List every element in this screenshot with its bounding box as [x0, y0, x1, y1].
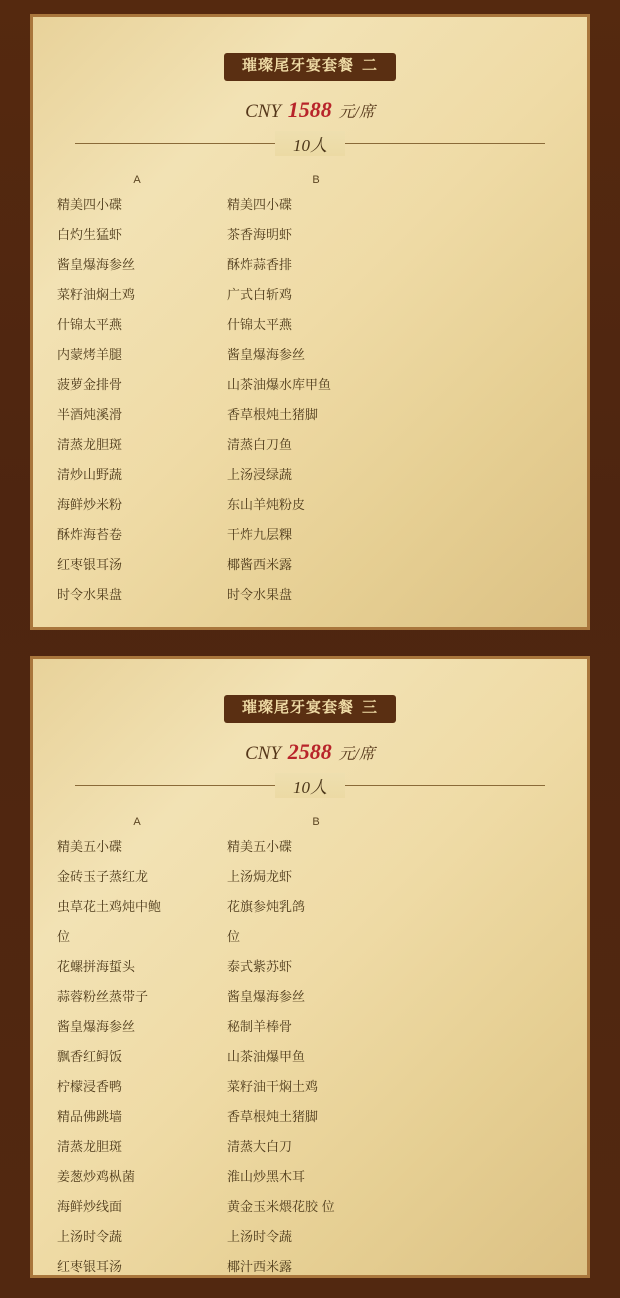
dish-b: 香草根炖土猪脚: [227, 1108, 319, 1124]
dish-a: 蒜蓉粉丝蒸带子: [57, 988, 149, 1004]
dish-a: 红枣银耳汤: [57, 556, 123, 572]
dish-a: 海鲜炒米粉: [57, 496, 123, 512]
dish-a: 酥炸海苔卷: [57, 526, 123, 542]
dish-b: 精美五小碟: [227, 838, 293, 854]
dish-a: 飘香红鲟饭: [57, 1048, 123, 1064]
dish-a: 白灼生猛虾: [57, 226, 123, 242]
dish-b: 黄金玉米煨花胶 位: [227, 1198, 335, 1214]
dish-b: 花旗参炖乳鸽: [227, 898, 306, 914]
column-headers: [47, 174, 573, 186]
package-title-badge: [224, 53, 396, 81]
dish-a: 红枣银耳汤: [57, 1258, 123, 1274]
dish-b: 广式白斩鸡: [227, 286, 293, 302]
dish-a: 时令水果盘: [57, 586, 123, 602]
dish-b: 位: [227, 928, 241, 944]
package-title-text: 璀璨尾牙宴套餐: [241, 57, 354, 74]
table-row: [53, 1016, 573, 1046]
table-row: [53, 224, 573, 254]
dish-b: 椰酱西米露: [227, 556, 293, 572]
pax-wrap: [47, 773, 573, 798]
pax-mask: [275, 131, 345, 156]
dish-b: 东山羊炖粉皮: [227, 496, 306, 512]
table-row: [53, 1256, 573, 1279]
table-row: [53, 434, 573, 464]
column-header-b: B: [312, 173, 320, 186]
price-unit: 元/席: [338, 103, 375, 121]
dish-b: 山茶油爆甲鱼: [227, 1048, 306, 1064]
dish-a: 菠萝金排骨: [57, 376, 123, 392]
package-title-wrap: [47, 53, 573, 81]
table-row: [53, 926, 573, 956]
table-row: [53, 1196, 573, 1226]
column-header-a: A: [133, 815, 141, 828]
package-number: 三: [362, 699, 379, 716]
table-row: [53, 1046, 573, 1076]
dish-a: 什锦太平燕: [57, 316, 123, 332]
table-row: [53, 554, 573, 584]
pax-count: 10人: [293, 135, 327, 155]
price-line: [47, 97, 573, 123]
dish-b: 酱皇爆海参丝: [227, 346, 306, 362]
table-row: [53, 344, 573, 374]
dish-b: 菜籽油干焖土鸡: [227, 1078, 319, 1094]
price-amount: 1588: [287, 96, 332, 122]
dish-b: 酥炸蒜香排: [227, 256, 293, 272]
table-row: [53, 1076, 573, 1106]
package-card-2: [30, 14, 590, 630]
dish-rows: [47, 836, 573, 1279]
dish-a: 柠檬浸香鸭: [57, 1078, 123, 1094]
table-row: [53, 314, 573, 344]
table-row: [53, 584, 573, 614]
table-row: [53, 956, 573, 986]
column-header-a: A: [133, 173, 141, 186]
dish-b: 上汤浸绿蔬: [227, 466, 293, 482]
dish-a: 位: [57, 928, 71, 944]
table-row: [53, 986, 573, 1016]
dish-a: 酱皇爆海参丝: [57, 256, 136, 272]
column-header-b: B: [312, 815, 320, 828]
currency-label: CNY: [245, 100, 281, 122]
table-row: [53, 866, 573, 896]
dish-a: 精品佛跳墙: [57, 1108, 123, 1124]
pax-wrap: [47, 131, 573, 156]
dish-a: 菜籽油焖土鸡: [57, 286, 136, 302]
dish-a: 姜葱炒鸡枞菌: [57, 1168, 136, 1184]
pax-mask: [275, 773, 345, 798]
price-unit: 元/席: [338, 745, 375, 763]
table-row: [53, 284, 573, 314]
dish-a: 海鲜炒线面: [57, 1198, 123, 1214]
dish-b: 泰式紫苏虾: [227, 958, 293, 974]
table-row: [53, 374, 573, 404]
package-title-text: 璀璨尾牙宴套餐: [241, 699, 354, 716]
price-amount: 2588: [287, 738, 332, 764]
dish-a: 清蒸龙胆斑: [57, 1138, 123, 1154]
table-row: [53, 404, 573, 434]
currency-label: CNY: [245, 742, 281, 764]
table-row: [53, 1226, 573, 1256]
column-headers: [47, 816, 573, 828]
dish-b: 什锦太平燕: [227, 316, 293, 332]
table-row: [53, 896, 573, 926]
dish-a: 清蒸龙胆斑: [57, 436, 123, 452]
dish-b: 椰汁西米露: [227, 1258, 293, 1274]
dish-b: 秘制羊棒骨: [227, 1018, 293, 1034]
dish-a: 半酒炖溪滑: [57, 406, 123, 422]
table-row: [53, 836, 573, 866]
table-row: [53, 524, 573, 554]
dish-b: 淮山炒黑木耳: [227, 1168, 306, 1184]
table-row: [53, 1166, 573, 1196]
dish-b: 清蒸大白刀: [227, 1138, 293, 1154]
package-number: 二: [362, 57, 379, 74]
dish-b: 山茶油爆水库甲鱼: [227, 376, 332, 392]
dish-b: 干炸九层粿: [227, 526, 293, 542]
pax-count: 10人: [293, 777, 327, 797]
package-title-badge: [224, 695, 396, 723]
dish-b: 时令水果盘: [227, 586, 293, 602]
package-card-3: [30, 656, 590, 1278]
dish-a: 虫草花土鸡炖中鲍: [57, 898, 162, 914]
table-row: [53, 1136, 573, 1166]
table-row: [53, 1106, 573, 1136]
dish-b: 精美四小碟: [227, 196, 293, 212]
dish-a: 精美五小碟: [57, 838, 123, 854]
dish-a: 内蒙烤羊腿: [57, 346, 123, 362]
package-title-wrap: [47, 695, 573, 723]
dish-b: 茶香海明虾: [227, 226, 293, 242]
dish-a: 清炒山野蔬: [57, 466, 123, 482]
table-row: [53, 494, 573, 524]
dish-a: 酱皇爆海参丝: [57, 1018, 136, 1034]
dish-b: 酱皇爆海参丝: [227, 988, 306, 1004]
table-row: [53, 194, 573, 224]
price-line: [47, 739, 573, 765]
dish-b: 香草根炖土猪脚: [227, 406, 319, 422]
dish-rows: [47, 194, 573, 614]
dish-b: 清蒸白刀鱼: [227, 436, 293, 452]
dish-a: 花螺拼海蜇头: [57, 958, 136, 974]
dish-b: 上汤时令蔬: [227, 1228, 293, 1244]
table-row: [53, 464, 573, 494]
dish-a: 上汤时令蔬: [57, 1228, 123, 1244]
table-row: [53, 254, 573, 284]
dish-a: 金砖玉子蒸红龙: [57, 868, 149, 884]
dish-a: 精美四小碟: [57, 196, 123, 212]
dish-b: 上汤焗龙虾: [227, 868, 293, 884]
